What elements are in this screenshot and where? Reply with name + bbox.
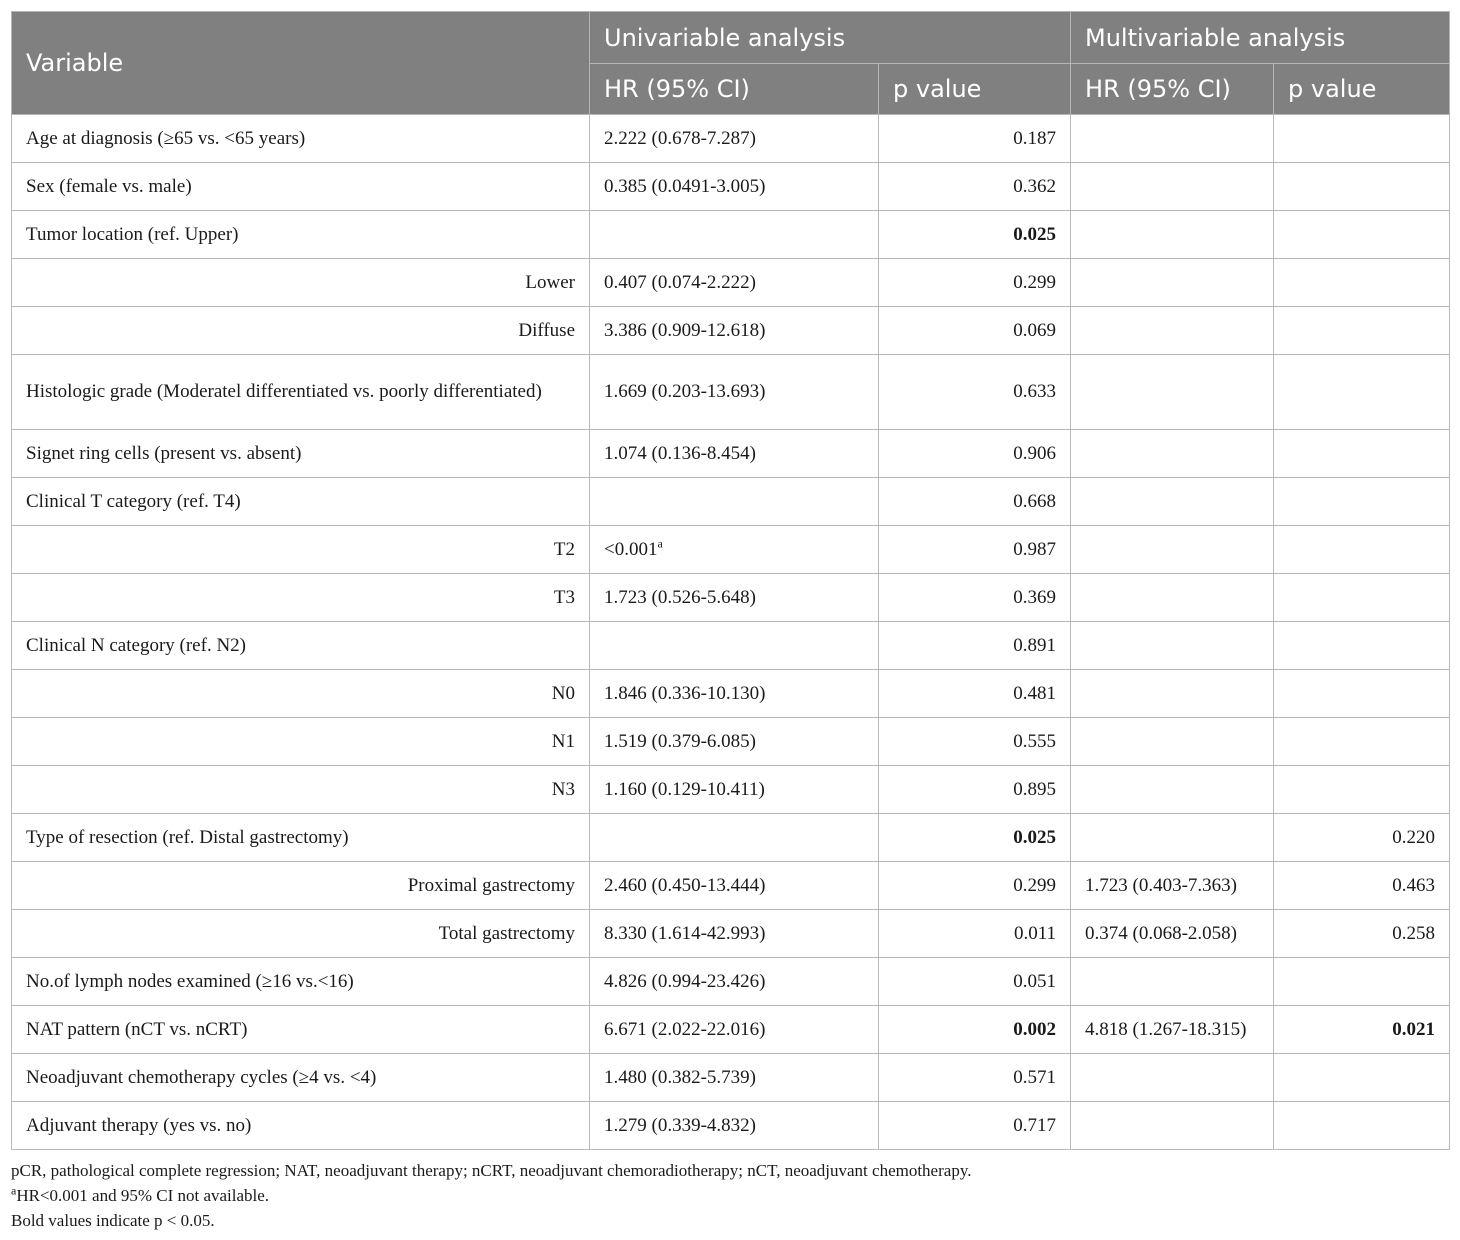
table-row [12, 862, 1450, 910]
subvariable-label: N1 [12, 718, 590, 766]
header-multi-p: p value [1274, 64, 1450, 115]
variable-label: Neoadjuvant chemotherapy cycles (≥4 vs. <4) [12, 1054, 590, 1102]
multi-p-value [1274, 574, 1450, 622]
variable-label: Tumor location (ref. Upper) [12, 211, 590, 259]
multi-p-value [1274, 115, 1450, 163]
variable-label: No.of lymph nodes examined (≥16 vs.<16) [12, 958, 590, 1006]
uni-hr-cell [590, 115, 879, 163]
uni-p-value: 0.069 [879, 307, 1071, 355]
uni-hr-value: 1.846 (0.336-10.130) [604, 682, 766, 704]
table-row [12, 958, 1450, 1006]
table-row [12, 814, 1450, 862]
multi-hr-value [1071, 307, 1274, 355]
subvariable-label: Total gastrectomy [12, 910, 590, 958]
uni-p-value: 0.369 [879, 574, 1071, 622]
uni-hr-cell [590, 1054, 879, 1102]
multi-p-value: 0.258 [1274, 910, 1450, 958]
uni-p-value: 0.895 [879, 766, 1071, 814]
uni-hr-value: 1.074 (0.136-8.454) [604, 442, 756, 464]
subvariable-label: T3 [12, 574, 590, 622]
footnote-a-mark: a [11, 1183, 17, 1198]
uni-hr-cell [590, 1006, 879, 1054]
variable-label: Age at diagnosis (≥65 vs. <65 years) [12, 115, 590, 163]
uni-p-value: 0.011 [879, 910, 1071, 958]
uni-hr-value: 2.460 (0.450-13.444) [604, 874, 766, 896]
table-row [12, 115, 1450, 163]
multi-p-value: 0.463 [1274, 862, 1450, 910]
multi-p-value [1274, 1054, 1450, 1102]
table-row [12, 478, 1450, 526]
uni-hr-cell [590, 163, 879, 211]
uni-hr-cell [590, 574, 879, 622]
multi-hr-value [1071, 163, 1274, 211]
uni-p-value: 0.051 [879, 958, 1071, 1006]
footnote-marker: a [657, 536, 663, 551]
footnotes [11, 1158, 971, 1233]
uni-hr-value: 1.480 (0.382-5.739) [604, 1066, 756, 1088]
multi-hr-value [1071, 115, 1274, 163]
multi-hr-value [1071, 814, 1274, 862]
uni-p-value: 0.717 [879, 1102, 1071, 1150]
multi-p-value [1274, 1102, 1450, 1150]
uni-p-value: 0.987 [879, 526, 1071, 574]
multi-hr-value [1071, 622, 1274, 670]
multi-hr-value [1071, 718, 1274, 766]
table-row [12, 211, 1450, 259]
uni-hr-cell [590, 211, 879, 259]
footnote-a [11, 1183, 971, 1208]
multi-hr-value [1071, 574, 1274, 622]
uni-p-value: 0.668 [879, 478, 1071, 526]
uni-hr-cell [590, 622, 879, 670]
table-row [12, 574, 1450, 622]
multi-hr-value [1071, 670, 1274, 718]
uni-p-value: 0.299 [879, 259, 1071, 307]
multi-hr-value [1071, 1054, 1274, 1102]
uni-p-value: 0.891 [879, 622, 1071, 670]
subvariable-label: Lower [12, 259, 590, 307]
uni-hr-cell [590, 307, 879, 355]
uni-hr-value: <0.001 [604, 538, 658, 560]
header-multi-hr: HR (95% CI) [1071, 64, 1274, 115]
multi-p-value [1274, 259, 1450, 307]
results-table [11, 11, 1450, 1150]
uni-hr-cell [590, 814, 879, 862]
uni-p-value: 0.633 [879, 355, 1071, 430]
multi-hr-value [1071, 958, 1274, 1006]
uni-hr-cell [590, 526, 879, 574]
subvariable-label: N0 [12, 670, 590, 718]
multi-p-value [1274, 211, 1450, 259]
multi-p-value: 0.220 [1274, 814, 1450, 862]
multi-p-value [1274, 478, 1450, 526]
uni-hr-cell [590, 259, 879, 307]
table-row [12, 910, 1450, 958]
footnote-abbreviations: pCR, pathological complete regression; NAT, neoadjuvant therapy; nCRT, neoadjuvant chemoradiotherapy; nCT, neoadjuvant chemotherapy. [11, 1161, 972, 1180]
uni-hr-cell [590, 910, 879, 958]
subvariable-label: N3 [12, 766, 590, 814]
multi-hr-value: 4.818 (1.267-18.315) [1071, 1006, 1274, 1054]
uni-hr-value: 1.669 (0.203-13.693) [604, 381, 766, 402]
multi-p-value [1274, 307, 1450, 355]
subvariable-label: T2 [12, 526, 590, 574]
multi-hr-value [1071, 211, 1274, 259]
uni-hr-cell [590, 670, 879, 718]
variable-label: Clinical N category (ref. N2) [12, 622, 590, 670]
table-row [12, 355, 1450, 430]
uni-hr-cell [590, 478, 879, 526]
multi-p-value [1274, 163, 1450, 211]
table-row [12, 307, 1450, 355]
uni-hr-cell [590, 1102, 879, 1150]
table-row [12, 430, 1450, 478]
uni-hr-value: 0.407 (0.074-2.222) [604, 271, 756, 293]
uni-hr-cell [590, 430, 879, 478]
uni-hr-cell [590, 766, 879, 814]
multi-p-value [1274, 958, 1450, 1006]
uni-p-value: 0.555 [879, 718, 1071, 766]
table-row [12, 766, 1450, 814]
uni-hr-cell [590, 718, 879, 766]
uni-hr-value: 0.385 (0.0491-3.005) [604, 175, 766, 197]
header-univariable: Univariable analysis [590, 12, 1071, 64]
table-row [12, 526, 1450, 574]
variable-label: Clinical T category (ref. T4) [12, 478, 590, 526]
variable-label: Signet ring cells (present vs. absent) [12, 430, 590, 478]
uni-p-value: 0.906 [879, 430, 1071, 478]
table-row [12, 259, 1450, 307]
footnote-a-text: HR<0.001 and 95% CI not available. [16, 1186, 270, 1205]
uni-hr-cell [590, 958, 879, 1006]
uni-hr-value: 1.279 (0.339-4.832) [604, 1114, 756, 1136]
variable-label: Sex (female vs. male) [12, 163, 590, 211]
multi-hr-value [1071, 766, 1274, 814]
multi-p-value [1274, 718, 1450, 766]
footnote-bold-note: Bold values indicate p < 0.05. [11, 1211, 215, 1230]
uni-p-value: 0.025 [879, 211, 1071, 259]
multi-hr-value [1071, 430, 1274, 478]
multi-p-value [1274, 430, 1450, 478]
multi-hr-value [1071, 259, 1274, 307]
uni-hr-value: 1.160 (0.129-10.411) [604, 778, 765, 800]
multi-hr-value [1071, 526, 1274, 574]
uni-p-value: 0.362 [879, 163, 1071, 211]
subvariable-label: Diffuse [12, 307, 590, 355]
subvariable-label: Proximal gastrectomy [12, 862, 590, 910]
uni-p-value: 0.481 [879, 670, 1071, 718]
uni-hr-cell [590, 862, 879, 910]
uni-hr-value: 4.826 (0.994-23.426) [604, 970, 766, 992]
multi-p-value [1274, 766, 1450, 814]
table-row [12, 622, 1450, 670]
table-row [12, 1006, 1450, 1054]
uni-hr-value: 1.519 (0.379-6.085) [604, 730, 756, 752]
multi-p-value [1274, 670, 1450, 718]
header-uni-hr: HR (95% CI) [590, 64, 879, 115]
multi-p-value: 0.021 [1274, 1006, 1450, 1054]
table-row [12, 718, 1450, 766]
table-row [12, 670, 1450, 718]
variable-label: Type of resection (ref. Distal gastrectomy) [12, 814, 590, 862]
table-row [12, 1054, 1450, 1102]
variable-label: Adjuvant therapy (yes vs. no) [12, 1102, 590, 1150]
uni-p-value: 0.571 [879, 1054, 1071, 1102]
table-row [12, 1102, 1450, 1150]
multi-p-value [1274, 526, 1450, 574]
variable-label: NAT pattern (nCT vs. nCRT) [12, 1006, 590, 1054]
multi-hr-value [1071, 478, 1274, 526]
multi-hr-value [1071, 1102, 1274, 1150]
uni-hr-value: 3.386 (0.909-12.618) [604, 319, 766, 341]
uni-hr-value: 1.723 (0.526-5.648) [604, 586, 756, 608]
header-row-groups [12, 12, 1450, 64]
multi-hr-value [1071, 355, 1274, 430]
uni-hr-value: 2.222 (0.678-7.287) [604, 127, 756, 149]
variable-label: Histologic grade (Moderatel differentiated vs. poorly differentiated) [12, 355, 590, 430]
multi-hr-value: 1.723 (0.403-7.363) [1071, 862, 1274, 910]
header-uni-p: p value [879, 64, 1071, 115]
uni-hr-cell [590, 355, 879, 430]
uni-p-value: 0.299 [879, 862, 1071, 910]
table-header [12, 12, 1450, 115]
table-row [12, 163, 1450, 211]
table-body [12, 115, 1450, 1150]
uni-p-value: 0.002 [879, 1006, 1071, 1054]
header-variable: Variable [12, 12, 590, 115]
multi-p-value [1274, 622, 1450, 670]
header-multivariable: Multivariable analysis [1071, 12, 1450, 64]
uni-hr-value: 8.330 (1.614-42.993) [604, 922, 766, 944]
multi-p-value [1274, 355, 1450, 430]
uni-p-value: 0.187 [879, 115, 1071, 163]
uni-p-value: 0.025 [879, 814, 1071, 862]
multi-hr-value: 0.374 (0.068-2.058) [1071, 910, 1274, 958]
uni-hr-value: 6.671 (2.022-22.016) [604, 1018, 766, 1040]
